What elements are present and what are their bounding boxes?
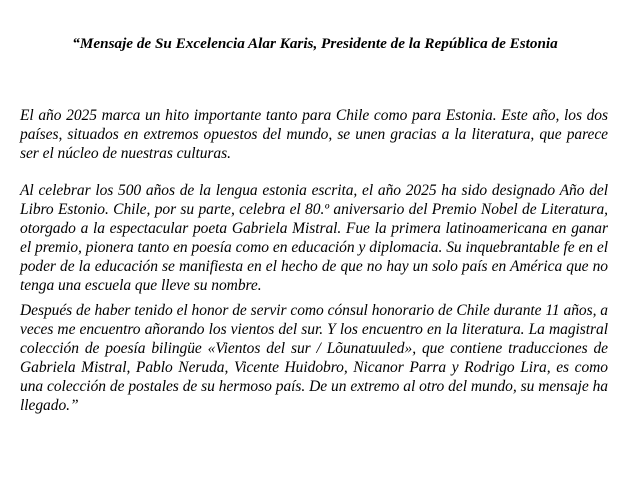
document-title: “Mensaje de Su Excelencia Alar Karis, Presidente de la República de Estonia [72, 35, 558, 52]
paragraph-3: Después de haber tenido el honor de servir como cónsul honorario de Chile durante 11 años, a veces me encuentro añorando los vientos del sur. Y los encuentro en la literatura. La magistral colección de poesía bilingüe «Vientos del sur / Lõunatuuled», que contiene traducciones de Gabriela Mistral, Pablo Neruda, Vicente Huidobro, Nicanor Parra y Rodrigo Lira, es como una colección de postales de su hermoso país. De un extremo al otro del mundo, su mensaje ha llegado.” [20, 302, 608, 414]
paragraph-2: Al celebrar los 500 años de la lengua estonia escrita, el año 2025 ha sido designado Año del Libro Estonio. Chile, por su parte, celebra el 80.º aniversario del Premio Nobel de Literatura, otorgado a la espectacular poeta Gabriela Mistral. Fue la primera latinoamericana en ganar el premio, pionera tanto en poesía como en educación y diplomacia. Su inquebrantable fe en el poder de la educación se manifiesta en el hecho de que no hay un solo país en América que no tenga una escuela que lleve su nombre. [20, 182, 608, 294]
paragraph-1: El año 2025 marca un hito importante tanto para Chile como para Estonia. Este año, los dos países, situados en extremos opuestos del mundo, se unen gracias a la literatura, que parece ser el núcleo de nuestras culturas. [20, 107, 608, 162]
